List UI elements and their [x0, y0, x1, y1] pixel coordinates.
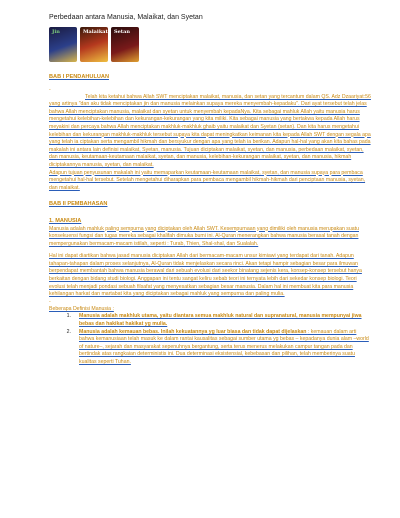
bab2-paragraph1: Manusia adalah mahluk paling sempurna yang diciptakan oleh Allah SWT. Kesempurnaan yang dimiliki oleh manusia merupakan suatu konsekuensi fungsi dan tugas mereka sebagai khalifah dimuka bumi ini. Al-Quran menerangkan bahwa manusia berasal tanah dengan mempergunakan bermacam-macam istilah, seperti : Turab, Thien, Shal-shal, dan Sualalah. [49, 225, 359, 247]
bab1-purpose: Adapun tujuan penyusunan makalah ini yaitu memaparkan keutamaan-keutamaan malaikat, syetan, dan manusia supaya para pembaca mengetahui hal-hal tersebut. Setelah mengetahui diharapkan para pembaca mengambil hikmah-hikmah dari penciptaan manusia, syetan, dan malaikat. [49, 169, 366, 191]
definition-item [49, 329, 371, 367]
definition-rest-text: : kemauan dalam arti bahwa kemanusiaan telah masuk ke dalam rantai kausalitas sebagai sumber utama yg bebas – kepadanya dunia alam –world of nature–, sejarah dan masyarakat sepenuhnya bergantung, serta terus menerus melakukan campur tangan pada dan bertindak atas rangkaian deterministis ini. Dua determinasi eksistensial, kebebasan dan pilihan, telah memberinya suatu kualitas seperti Tuhan. [79, 328, 369, 365]
document-title: Perbedaan antara Manusia, Malaikat, dan Syetan [49, 14, 203, 21]
bab1-heading: BAB I PENDAHULUAN [49, 74, 109, 80]
document-body [49, 74, 371, 367]
cover-image-jin [49, 27, 77, 62]
definition-bold-text: Manusia adalah kemauan bebas. Inilah kekuatannya yg luar biasa dan tidak dapat dijelaskan [79, 328, 307, 335]
cover-images [49, 27, 139, 62]
bab2-heading: BAB II PEMBAHASAN [49, 201, 108, 208]
bab2-subheading: 1. MANUSIA [49, 217, 82, 224]
cover-image-setan [111, 27, 139, 62]
bab2-paragraph2: Hal ini dapat diartikan bahwa jasad manusia diciptakan Allah dari bermacam-macam unsur kimiawi yang terdapat dari tanah. Adapun tahapan-tahapan dalam proses selanjutnya, Al-Quran tidak menjelaskan secara rinci. Akan tetapi hampir sebagian besar para ilmuwan berpendapat membantah bahwa manusia berawal dari sebuah evolusi dari seekor binatang sejenis kera, konsep-konsep tersebut hanya berkaitan dengan bidang studi biologi. Anggapan ini tentu sangat keliru sebab teori ini ternyata lebih dari sekedar konsep biologi. Teori evolusi telah menjadi pondasi sebuah filsafat yang menyesatkan sebagian besar manusia. Dalam hal ini membuat kita para manusia kehilangan harkat dan martabat kita yang diciptakan sebagai mahluk yang sempurna dan paling mulia. [49, 253, 362, 298]
definition-item [49, 313, 371, 328]
definition-text [79, 329, 371, 367]
cover-image-malaikat [80, 27, 108, 62]
definition-text [79, 313, 371, 328]
bab1-dash: - [49, 86, 51, 93]
cover-image-label: Jin [52, 29, 60, 35]
definitions-list [49, 313, 371, 366]
bab2-dash: - [49, 298, 51, 305]
definitions-label: Beberapa Definisi Manusia : [49, 305, 114, 312]
definition-number: 1. [66, 313, 71, 320]
cover-image-label: Setan [114, 29, 130, 35]
definition-bold-text: Manusia adalah makhluk utama, yaitu diantara semua makhluk natural dan supranatural, manusia mempunyai jiwa bebas dan hakikat hakikat yg mulia. [79, 313, 362, 328]
definition-number: 2. [66, 328, 71, 335]
bab1-paragraph: Telah kita ketahui bahwa Allah SWT menciptakan malaikat, manusia, dan setan yang tercantum dalam QS. Adz Dzaariyat:56 yang artinya "dan aku tidak menciptakan jin dan manusia melainkan supaya mereka menyembah-kepadaku". Dari ayat tersebut telah jelas bahwa Allah menciptakan manusia, malaikat dan syetan untuk menyembah kepadaNya. Kita sebagai mahluk Allah yaitu manusia harus mengetahui kelebihan-kelebihan dan kekurangan-kekurangan yang kita miliki. Kita sebagai manusia yang bertakwa kepada Allah harus meyakini dan percaya bahwa Allah menciptakan makhluk-makhluk ghaib yaitu malaikat dan Syetan (setan). Dan kita harus mengetahui kelebihan dan kekurangan makhluk-makhluk tersebut supaya kita dapat meningkatkan keimanan kita kepada Allah SWT dengan segala apa yang telah ia ciptakan serta mengambil hikmah dan bersyukur dengan apa yang telah ia berikan. Adapun hal-hal yang akan kita bahas pada makalah ini antara lain definisi malaikat, Syetan, manusia. Tujuan diciptakan malaikat, syetan, dan manusia, perbedaan malaikat, syetan, dan manusia, keutamaan-keutamaan malaikat, syetan, dan manusia, kelebihan-kekurangan malaikat, syetan, dan manusia, hikmah diciptakannya manusia, syetan, dan malaikat. [49, 93, 371, 168]
cover-image-label: Malaikat [83, 29, 108, 35]
